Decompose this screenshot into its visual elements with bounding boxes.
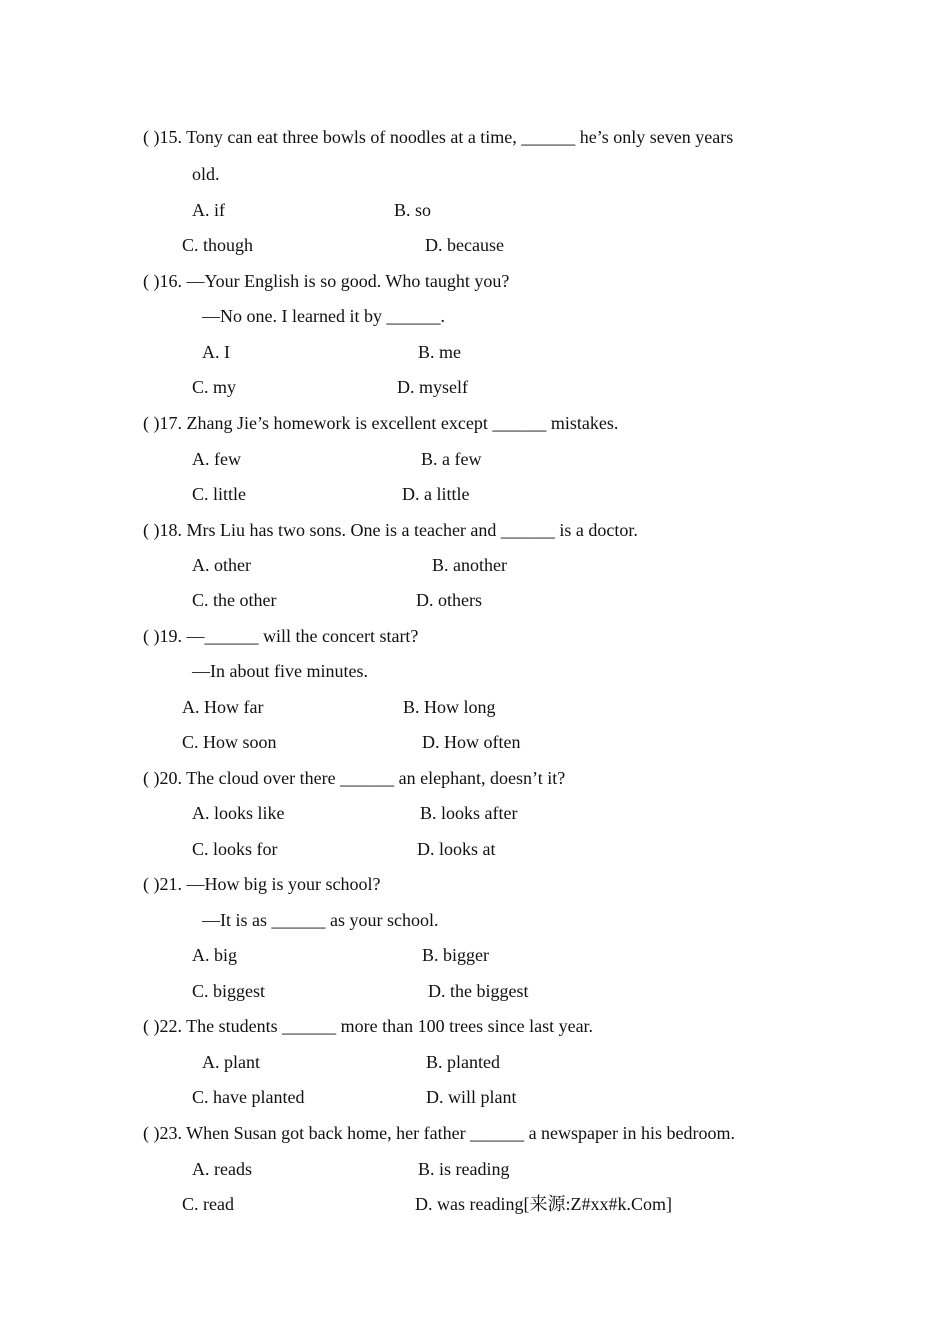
question-17-stem: ( )17. Zhang Jie’s homework is excellent except ______ mistakes. — [143, 413, 619, 433]
question-22-option-b: B. planted — [426, 1052, 500, 1072]
question-16-option-b: B. me — [418, 342, 461, 362]
question-15-option-b: B. so — [394, 200, 432, 220]
question-15-option-a: A. if — [192, 200, 225, 220]
question-21-reply: —It is as ______ as your school. — [202, 910, 439, 930]
question-18-stem: ( )18. Mrs Liu has two sons. One is a teacher and ______ is a doctor. — [143, 520, 638, 540]
question-21-option-a: A. big — [192, 945, 237, 965]
question-23-option-c: C. read — [182, 1194, 234, 1214]
question-18-option-c: C. the other — [192, 590, 277, 610]
question-19-option-a: A. How far — [182, 697, 264, 717]
question-16-option-c: C. my — [192, 377, 237, 397]
question-22-stem: ( )22. The students ______ more than 100 trees since last year. — [143, 1016, 594, 1036]
question-17-option-b: B. a few — [421, 449, 482, 469]
question-16-stem: ( )16. —Your English is so good. Who taught you? — [143, 271, 510, 291]
question-22-option-c: C. have planted — [192, 1087, 305, 1107]
question-19-reply: —In about five minutes. — [192, 661, 368, 681]
question-19-option-b: B. How long — [403, 697, 496, 717]
question-19-option-d: D. How often — [422, 732, 521, 752]
question-15-stem: ( )15. Tony can eat three bowls of noodles at a time, ______ he’s only seven years — [143, 127, 734, 147]
question-18-option-d: D. others — [416, 590, 482, 610]
question-15-stem-continued: old. — [192, 164, 220, 184]
question-21-option-d: D. the biggest — [428, 981, 529, 1001]
question-15-option-d: D. because — [425, 235, 504, 255]
question-17-option-a: A. few — [192, 449, 241, 469]
question-20-option-a: A. looks like — [192, 803, 285, 823]
question-19-stem: ( )19. —______ will the concert start? — [143, 626, 419, 646]
question-17-option-c: C. little — [192, 484, 246, 504]
question-22-option-a: A. plant — [202, 1052, 260, 1072]
question-21-option-b: B. bigger — [422, 945, 489, 965]
question-21-stem: ( )21. —How big is your school? — [143, 874, 381, 894]
question-23-stem: ( )23. When Susan got back home, her father ______ a newspaper in his bedroom. — [143, 1123, 736, 1143]
question-15-option-c: C. though — [182, 235, 254, 255]
question-17-option-d: D. a little — [402, 484, 470, 504]
question-19-option-c: C. How soon — [182, 732, 277, 752]
question-20-option-c: C. looks for — [192, 839, 278, 859]
question-21-option-c: C. biggest — [192, 981, 266, 1001]
question-16-option-d: D. myself — [397, 377, 468, 397]
question-18-option-b: B. another — [432, 555, 507, 575]
question-23-option-d: D. was reading[来源:Z#xx#k.Com] — [415, 1194, 672, 1214]
question-22-option-d: D. will plant — [426, 1087, 517, 1107]
question-16-option-a: A. I — [202, 342, 230, 362]
question-18-option-a: A. other — [192, 555, 251, 575]
question-16-reply: —No one. I learned it by ______. — [202, 306, 445, 326]
question-20-option-b: B. looks after — [420, 803, 518, 823]
question-23-option-a: A. reads — [192, 1159, 252, 1179]
question-20-option-d: D. looks at — [417, 839, 496, 859]
question-20-stem: ( )20. The cloud over there ______ an elephant, doesn’t it? — [143, 768, 566, 788]
question-23-option-b: B. is reading — [418, 1159, 510, 1179]
